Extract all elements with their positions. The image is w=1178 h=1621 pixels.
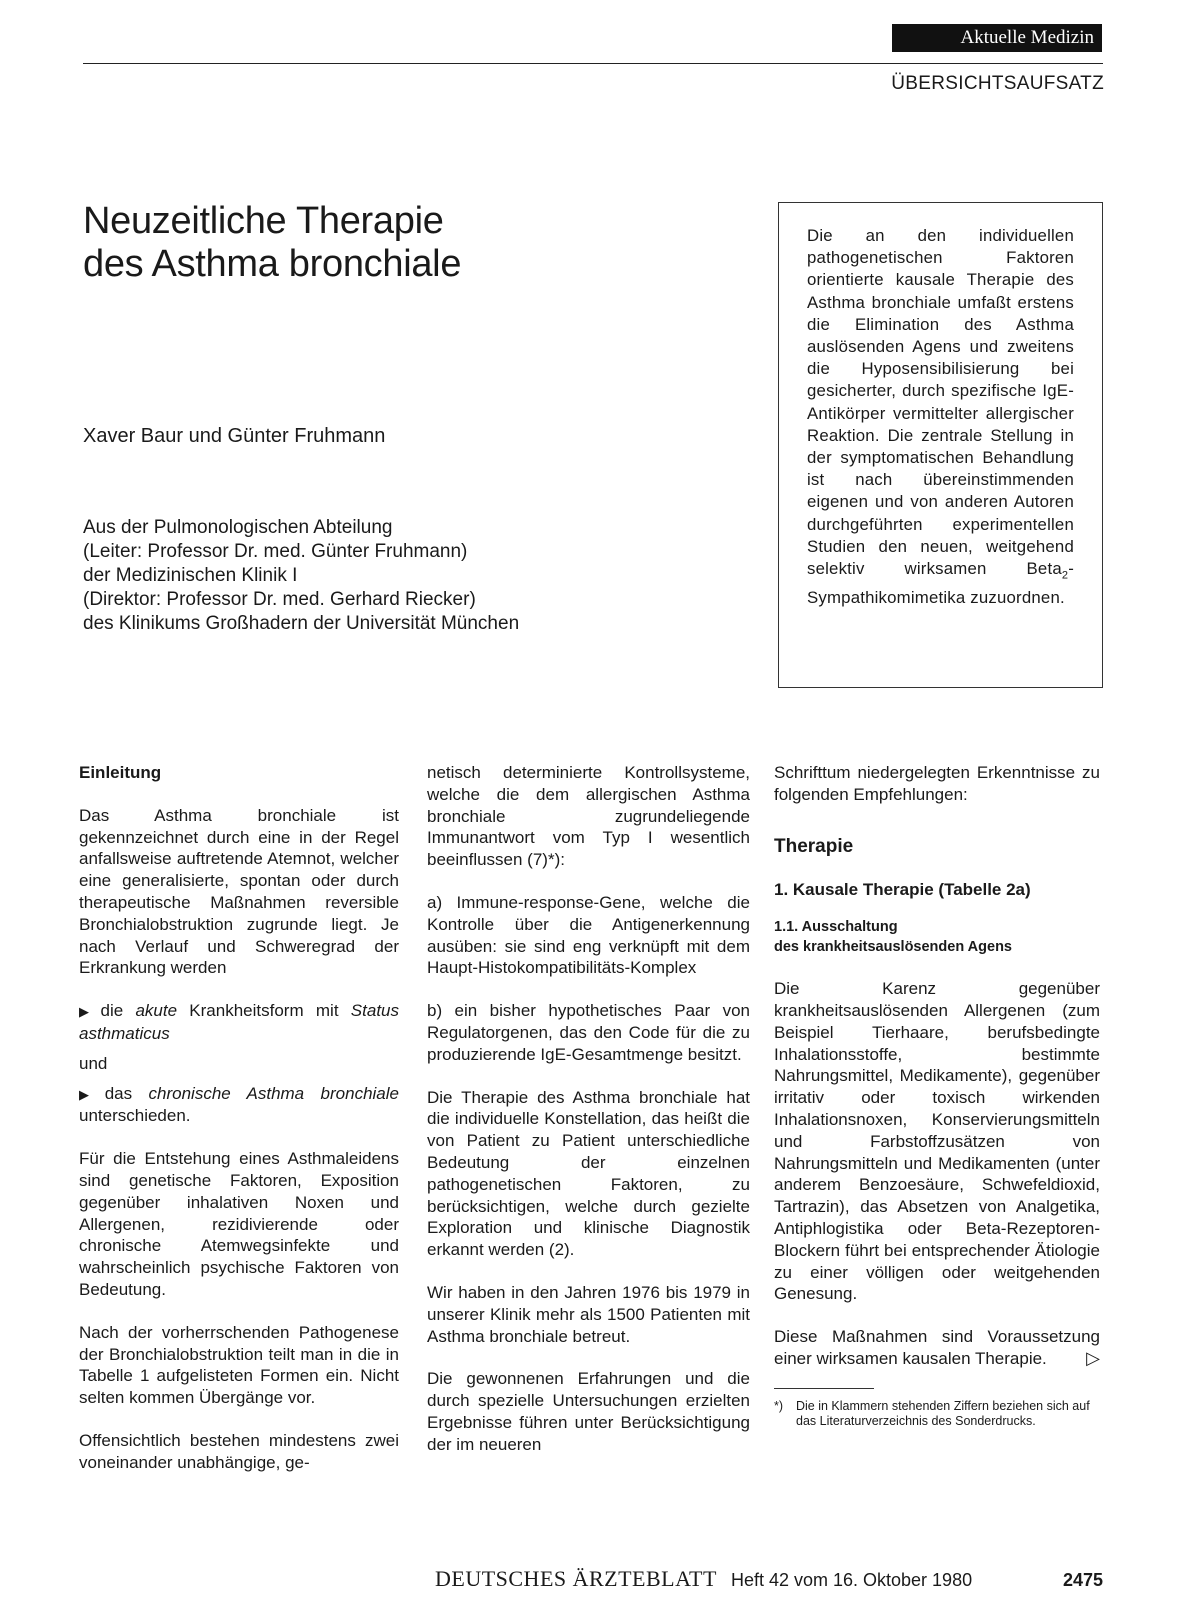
affiliation-line: Aus der Pulmonologischen Abteilung: [83, 517, 393, 538]
bullet-item: [79, 1000, 399, 1045]
triangle-outline-right-icon: ▷: [1086, 1347, 1100, 1368]
footnote-text: Die in Klammern stehenden Ziffern beziehen sich auf das Literaturverzeichnis des Sonderdrucks.: [796, 1398, 1090, 1428]
paragraph: netisch determinierte Kontrollsysteme, welche die dem allergischen Asthma bronchiale zugrundeliegende Immunantwort vom Typ I wesentlich beeinflussen (7)*):: [427, 763, 750, 870]
connector-und: und: [79, 1053, 108, 1073]
abstract-part: -Sympathikomimetika zuzuordnen.: [807, 559, 1074, 607]
footnote-rule: [774, 1388, 874, 1389]
abstract-box: [778, 202, 1103, 688]
column-3: [774, 762, 1100, 1429]
article-title: [83, 200, 461, 286]
bullet-item: [79, 1083, 399, 1128]
affiliation-line: des Klinikums Großhadern der Universität München: [83, 613, 520, 634]
header-rule: [83, 63, 1103, 64]
affiliation-line: (Leiter: Professor Dr. med. Günter Fruhmann): [83, 541, 468, 562]
article-type: ÜBERSICHTSAUFSATZ: [891, 73, 1104, 94]
authors: Xaver Baur und Günter Fruhmann: [83, 425, 386, 447]
page-number: 2475: [1062, 1570, 1103, 1590]
affiliation-line: der Medizinischen Klinik I: [83, 565, 298, 586]
subheading-line: des krankheitsauslösenden Agens: [774, 939, 1012, 956]
subheading-ausschaltung: [774, 917, 1100, 957]
column-1: [79, 762, 399, 1474]
paragraph: Für die Entstehung eines Asthmaleidens sind genetische Faktoren, Exposition gegenüber inhalativen Noxen und Allergenen, rezidivierende oder chronische Atemwegsinfekte und wahrscheinlich psychische Faktoren von Bedeutung.: [79, 1149, 399, 1299]
section-heading-einleitung: Einleitung: [79, 763, 162, 782]
paragraph: Das Asthma bronchiale ist gekennzeichnet durch eine in der Regel anfallsweise auftretende Atemnot, welcher eine generalisierte, spontan oder durch therapeutische Maßnahmen reversible Bronchialobstruktion zugrunde liegt. Je nach Verlauf und Schweregrad der Erkrankung werden: [79, 805, 399, 978]
subheading-kausale-therapie: 1. Kausale Therapie (Tabelle 2a): [774, 880, 1031, 900]
abstract-part: Die an den individuellen pathogenetischen Faktoren orientierte kausale Therapie des Asthma bronchiale umfaßt erstens die Elimination des Asthma auslösenden Agens und zweitens die Hyposensibilisierung bei gesicherter, durch spezifische IgE-Antikörper vermittelter allergischer Reaktion. Die zentrale Stellung in der symptomatischen Behandlung ist nach übereinstimmenden eigenen und von anderen Autoren durchgeführten experimentellen Studien den neuen, weitgehend selektiv wirksamen Beta: [807, 226, 1074, 579]
bullet-emphasis: chronische Asthma bronchiale: [148, 1083, 399, 1103]
abstract-subscript: 2: [1061, 569, 1069, 582]
triangle-right-icon: ▶: [79, 1004, 97, 1020]
paragraph: Die Karenz gegenüber krankheitsauslösenden Allergenen (zum Beispiel Tierhaare, berufsbedingte Inhalationsstoffe, bestimmte Nahrungsmittel, Medikamente), gegenüber irritativ oder toxisch wirkenden Inhalationsnoxen, Konservierungsmitteln und Farbstoffzusätzen von Nahrungsmitteln und Medikamenten (unter anderem Benzoesäure, Schwefeldioxid, Tartrazin), das Absetzen von Analgetika, Antiphlogistika oder Beta-Rezeptoren-Blockern führt bei entsprechender Ätiologie zu einer völligen oder weitgehenden Genesung.: [774, 979, 1100, 1304]
paragraph: Nach der vorherrschenden Pathogenese der Bronchialobstruktion teilt man in die in Tabelle 1 aufgelisteten Formen ein. Nicht selten kommen Übergänge vor.: [79, 1322, 399, 1408]
footnote-mark: *): [774, 1398, 784, 1413]
title-line-1: Neuzeitliche Therapie: [83, 200, 444, 242]
title-line-2: des Asthma bronchiale: [83, 243, 462, 285]
bullet-text: Krankheitsform mit: [177, 1001, 351, 1021]
paragraph: b) ein bisher hypothetisches Paar von Regulatorgenen, das den Code für die zu produzierende IgE-Gesamtmenge besitzt.: [427, 1001, 750, 1064]
triangle-right-icon: ▶: [79, 1086, 101, 1102]
paragraph: [774, 1326, 1100, 1370]
footnote: [774, 1399, 1100, 1429]
bullet-text: das: [104, 1083, 149, 1103]
page-footer: [435, 1566, 1103, 1592]
issue-info: Heft 42 vom 16. Oktober 1980: [730, 1570, 973, 1590]
affiliation-line: (Direktor: Professor Dr. med. Gerhard Riecker): [83, 589, 476, 610]
paragraph: a) Immune-response-Gene, welche die Kontrolle über die Antigenerkennung ausüben: sie sind eng verknüpft mit dem Haupt-Histokompatibilitäts-Komplex: [427, 892, 750, 978]
section-tag: Aktuelle Medizin: [892, 24, 1102, 52]
paragraph: Schrifttum niedergelegten Erkenntnisse zu folgenden Empfehlungen:: [774, 763, 1100, 804]
column-2: [427, 762, 750, 1456]
subheading-line: 1.1. Ausschaltung: [774, 919, 898, 936]
bullet-text: die: [100, 1001, 136, 1021]
journal-name: DEUTSCHES ÄRZTEBLATT: [435, 1566, 717, 1591]
section-heading-therapie: Therapie: [774, 835, 854, 857]
paragraph: Offensichtlich bestehen mindestens zwei voneinander unabhängige, ge-: [79, 1430, 399, 1472]
bullet-emphasis: Status asthmaticus: [79, 1001, 399, 1043]
paragraph: Die Therapie des Asthma bronchiale hat die individuelle Konstellation, das heißt die von Patient zu Patient unterschiedliche Bedeutung der einzelnen pathogenetischen Faktoren, zu berücksichtigen, welche durch gezielte Exploration und klinische Diagnostik erkannt werden (2).: [427, 1087, 750, 1260]
paragraph-text: Diese Maßnahmen sind Voraussetzung einer wirksamen kausalen Therapie.: [774, 1327, 1100, 1368]
bullet-text: unterschieden.: [79, 1106, 191, 1126]
bullet-emphasis: akute: [135, 1001, 178, 1021]
paragraph: Wir haben in den Jahren 1976 bis 1979 in unserer Klinik mehr als 1500 Patienten mit Asthma bronchiale betreut.: [427, 1282, 750, 1346]
abstract-text: [807, 225, 1074, 609]
affiliation: [83, 516, 519, 636]
paragraph: Die gewonnenen Erfahrungen und die durch spezielle Untersuchungen erzielten Ergebnisse führen unter Berücksichtigung der im neueren: [427, 1369, 750, 1454]
